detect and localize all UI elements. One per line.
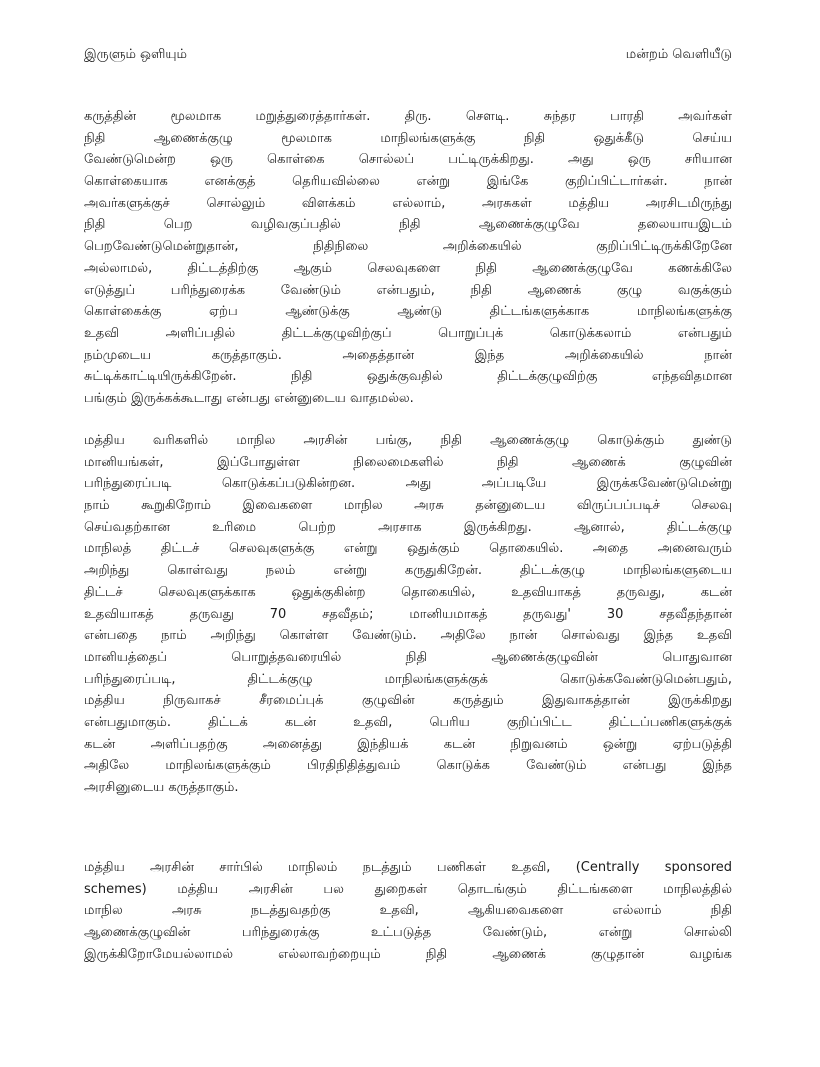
text-line: என்பதுமாகும். திட்டக் கடன் உதவி, பெரிய குறிப்பிட்ட திட்டப்பணிகளுக்குக் <box>84 714 732 730</box>
text-line: திட்டச் செலவுகளுக்காக ஒதுக்குகின்ற தொகையில், உதவியாகத் தருவது, கடன் <box>84 584 732 600</box>
text-line: மானியங்கள், இப்போதுள்ள நிலைமைகளில் நிதி ஆணைக் குழுவின் <box>84 454 732 470</box>
text-line: இருக்கிறோமேயல்லாமல் எல்லாவற்றையும் நிதி ஆணைக் குழுதான் வழங்க <box>84 946 732 962</box>
text-line: பரிந்துரைப்படி, திட்டக்குழு மாநிலங்களுக்குக் கொடுக்கவேண்டுமென்பதும், <box>84 671 732 687</box>
text-line: நம்முடைய கருத்தாகும். அதைத்தான் இந்த அறிக்கையில் நான் <box>84 347 732 363</box>
text-line: அதிலே மாநிலங்களுக்கும் பிரதிநிதித்துவம் கொடுக்க வேண்டும் என்பது இந்த <box>84 758 732 774</box>
publisher-name: மன்றம் வெளியீடு <box>625 47 732 62</box>
text-line: ஆணைக்குழுவின் பரிந்துரைக்கு உட்படுத்த வேண்டும், என்று சொல்லி <box>84 925 732 941</box>
text-line: கடன் அளிப்பதற்கு அனைத்து இந்தியக் கடன் நிறுவனம் ஒன்று ஏற்படுத்தி <box>84 736 732 752</box>
text-line: பரிந்துரைப்படி கொடுக்கப்படுகின்றன. அது அப்படியே இருக்கவேண்டுமென்று <box>84 476 732 492</box>
text-line: கொள்கையாக எனக்குத் தெரியவில்லை என்று இங்கே குறிப்பிட்டார்கள். நான் <box>84 174 732 190</box>
text-line: அல்லாமல், திட்டத்திற்கு ஆகும் செலவுகளை நிதி ஆணைக்குழுவே கணக்கிலே <box>84 260 732 276</box>
paragraph <box>84 857 732 965</box>
text-line: மாநிலத் திட்டச் செலவுகளுக்கு என்று ஒதுக்கும் தொகையில். அதை அனைவரும் <box>84 541 732 557</box>
text-line: பங்கும் இருக்கக்கூடாது என்பது என்னுடைய வாதமல்ல. <box>84 390 414 406</box>
paragraph <box>84 430 732 799</box>
text-line: உதவி அளிப்பதில் திட்டக்குழுவிற்குப் பொறுப்புக் கொடுக்கலாம் என்பதும் <box>84 325 732 341</box>
text-line: கொள்கைக்கு ஏற்ப ஆண்டுக்கு ஆண்டு திட்டங்களுக்காக மாநிலங்களுக்கு <box>84 304 732 320</box>
text-line: மத்திய அரசின் சார்பில் மாநிலம் நடத்தும் பணிகள் உதவி, (Centrally sponsored <box>84 860 732 875</box>
text-line: மத்திய நிருவாகச் சீரமைப்புக் குழுவின் கருத்தும் இதுவாகத்தான் இருக்கிறது <box>84 693 732 709</box>
text-line: நாம் கூறுகிறோம் இவைகளை மாநில அரசு தன்னுடைய விருப்பப்படிச் செலவு <box>84 498 732 514</box>
text-line: பெறவேண்டுமென்றுதான், நிதிநிலை அறிக்கையில் குறிப்பிட்டிருக்கிறேனே <box>84 239 732 255</box>
text-line: உதவியாகத் தருவது 70 சதவீதம்; மானியமாகத் தருவது' 30 சதவீதந்தான் <box>84 606 732 622</box>
text-line: மாநில அரசு நடத்துவதற்கு உதவி, ஆகியவைகளை எல்லாம் நிதி <box>84 903 732 919</box>
text-line: சுட்டிக்காட்டியிருக்கிறேன். நிதி ஒதுக்குவதில் திட்டக்குழுவிற்கு எந்தவிதமான <box>84 369 732 385</box>
text-line: செய்வதற்கான உரிமை பெற்ற அரசாக இருக்கிறது. ஆனால், திட்டக்குழு <box>84 519 732 535</box>
paragraph <box>84 106 732 410</box>
running-header <box>84 47 732 67</box>
text-line: அரசினுடைய கருத்தாகும். <box>84 780 239 795</box>
book-title: இருளும் ஒளியும் <box>84 47 187 62</box>
text-line: அவர்களுக்குச் சொல்லும் விளக்கம் எல்லாம், அரசுகள் மத்திய அரசிடமிருந்து <box>84 195 732 211</box>
text-line: கருத்தின் மூலமாக மறுத்துரைத்தார்கள். திரு. செளடி. சுந்தர பாரதி அவர்கள் <box>84 109 732 124</box>
text-line: மத்திய வரிகளில் மாநில அரசின் பங்கு, நிதி ஆணைக்குழு கொடுக்கும் துண்டு <box>84 433 732 448</box>
text-line: schemes) மத்திய அரசின் பல துறைகள் தொடங்கும் திட்டங்களை மாநிலத்தில் <box>84 881 732 897</box>
text-line: மானியத்தைப் பொறுத்தவரையில் நிதி ஆணைக்குழுவின் பொதுவான <box>84 649 732 665</box>
text-line: அறிந்து கொள்வது நலம் என்று கருதுகிறேன். திட்டக்குழு மாநிலங்களுடைய <box>84 563 732 579</box>
text-line: என்பதை நாம் அறிந்து கொள்ள வேண்டும். அதிலே நான் சொல்வது இந்த உதவி <box>84 628 732 644</box>
text-line: நிதி ஆணைக்குழு மூலமாக மாநிலங்களுக்கு நிதி ஒதுக்கீடு செய்ய <box>84 130 732 146</box>
text-line: வேண்டுமென்ற ஒரு கொள்கை சொல்லப் பட்டிருக்கிறது. அது ஒரு சரியான <box>84 152 732 168</box>
text-line: நிதி பெற வழிவகுப்பதில் நிதி ஆணைக்குழுவே தலையாயஇடம் <box>84 217 732 233</box>
text-line: எடுத்துப் பரிந்துரைக்க வேண்டும் என்பதும், நிதி ஆணைக் குழு வகுக்கும் <box>84 282 732 298</box>
